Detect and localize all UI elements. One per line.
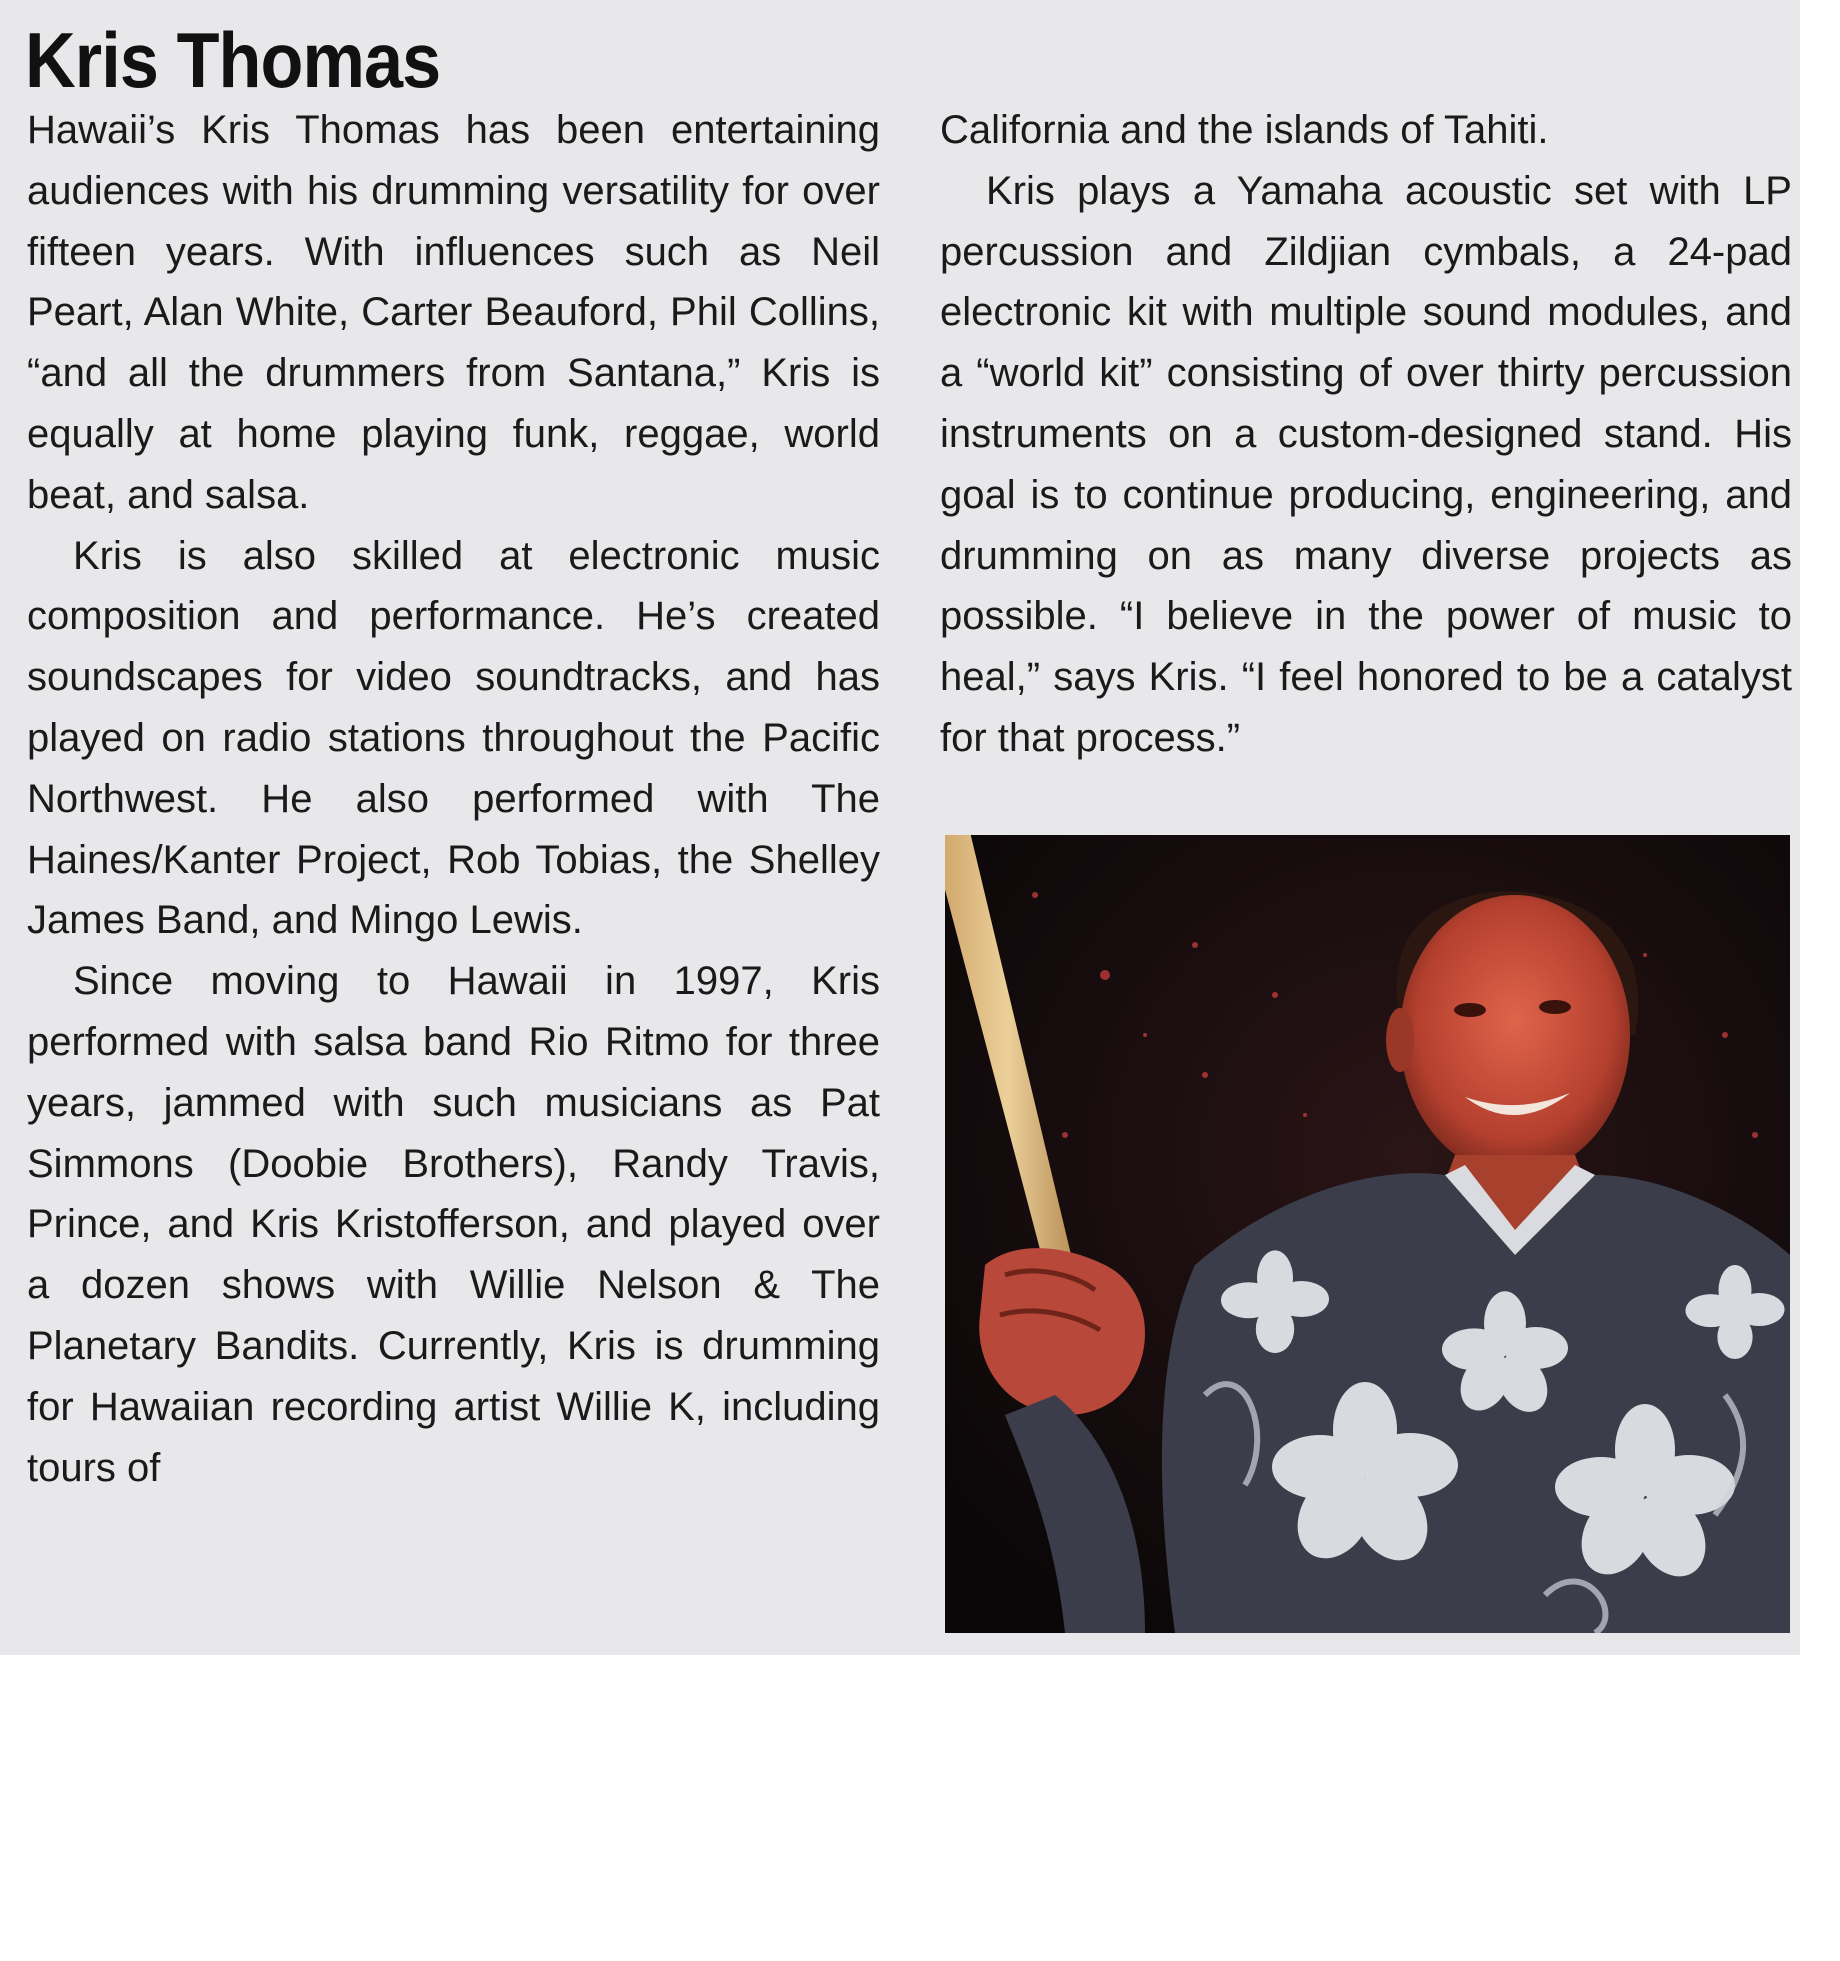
paragraph-hawaii: Since moving to Hawaii in 1997, Kris performed with salsa band Rio Ritmo for three years, jammed with such musicians as Pat Simmons (Doobie Brothers), Randy Travis, Prince, and Kris Kristofferson, and played over a dozen shows with Willie Nelson & The Planetary Bandits. Currently, Kris is drumming for Hawaiian recording artist Willie K, including tours of [27, 959, 880, 1490]
left-column [27, 100, 880, 1498]
paragraph-electronic: Kris is also skilled at electronic music composition and performance. He’s created soundscapes for video soundtracks, and has played on radio stations throughout the Pacific Northwest. He also performed with The Haines/Kanter Project, Rob Tobias, the Shelley James Band, and Mingo Lewis. [27, 533, 880, 943]
paragraph-gear: Kris plays a Yamaha acoustic set with LP percussion and Zildjian cymbals, a 24-pad electronic kit with multiple sound modules, and a “world kit” consisting of over thirty percussion instruments on a custom-designed stand. His goal is to continue producing, engineering, and drumming on as many diverse projects as possible. “I believe in the power of music to heal,” says Kris. “I feel honored to be a catalyst for that process.” [940, 168, 1792, 760]
right-column [940, 100, 1792, 769]
paragraph-continued: California and the islands of Tahiti. [940, 108, 1549, 152]
article-title: Kris Thomas [25, 16, 441, 104]
drummer-illustration [945, 835, 1790, 1633]
paragraph-intro: Hawaii’s Kris Thomas has been entertaining audiences with his drumming versatility for over fifteen years. With influences such as Neil Peart, Alan White, Carter Beauford, Phil Collins, “and all the drummers from Santana,” Kris is equally at home playing funk, reggae, world beat, and salsa. [27, 108, 880, 517]
drummer-photo [945, 835, 1790, 1633]
